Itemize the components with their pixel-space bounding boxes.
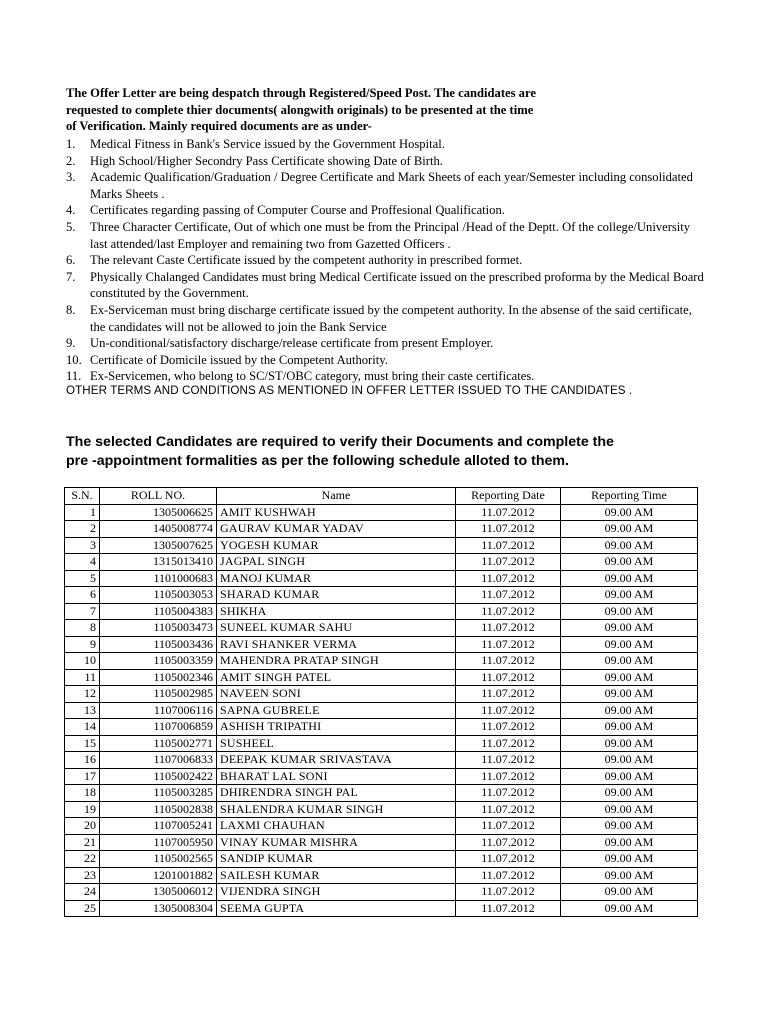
header-reporting-date: Reporting Date	[456, 488, 561, 505]
cell-reporting-date: 11.07.2012	[456, 636, 561, 653]
cell-reporting-date: 11.07.2012	[456, 686, 561, 703]
cell-reporting-time: 09.00 AM	[561, 554, 698, 571]
table-row	[65, 686, 698, 703]
cell-name: AMIT KUSHWAH	[217, 504, 456, 521]
cell-sn: 22	[65, 851, 100, 868]
cell-reporting-time: 09.00 AM	[561, 719, 698, 736]
intro-line: The Offer Letter are being despatch through Registered/Speed Post. The candidates are	[66, 86, 536, 100]
cell-sn: 19	[65, 801, 100, 818]
document-number: 5.	[66, 219, 76, 234]
cell-reporting-date: 11.07.2012	[456, 669, 561, 686]
cell-sn: 17	[65, 768, 100, 785]
document-item	[66, 219, 706, 252]
document-number: 6.	[66, 253, 76, 268]
document-text: Un-conditional/satisfactory discharge/release certificate from present Employer.	[90, 336, 494, 351]
table-row	[65, 752, 698, 769]
document-text: Academic Qualification/Graduation / Degree Certificate and Mark Sheets of each year/Semester including consolidated Marks Sheets .	[90, 170, 693, 201]
cell-name: ASHISH TRIPATHI	[217, 719, 456, 736]
cell-sn: 8	[65, 620, 100, 637]
cell-roll-no: 1105003436	[100, 636, 217, 653]
cell-reporting-time: 09.00 AM	[561, 587, 698, 604]
cell-name: VIJENDRA SINGH	[217, 884, 456, 901]
cell-reporting-date: 11.07.2012	[456, 867, 561, 884]
document-number: 11.	[66, 369, 82, 384]
header-roll-no: ROLL NO.	[100, 488, 217, 505]
cell-reporting-time: 09.00 AM	[561, 504, 698, 521]
cell-reporting-date: 11.07.2012	[456, 570, 561, 587]
header-name: Name	[217, 488, 456, 505]
cell-roll-no: 1107006833	[100, 752, 217, 769]
table-row	[65, 653, 698, 670]
cell-roll-no: 1105002838	[100, 801, 217, 818]
cell-name: JAGPAL SINGH	[217, 554, 456, 571]
cell-name: BHARAT LAL SONI	[217, 768, 456, 785]
cell-reporting-date: 11.07.2012	[456, 785, 561, 802]
cell-reporting-date: 11.07.2012	[456, 537, 561, 554]
cell-sn: 12	[65, 686, 100, 703]
cell-sn: 24	[65, 884, 100, 901]
cell-roll-no: 1305008304	[100, 900, 217, 917]
cell-name: SUNEEL KUMAR SAHU	[217, 620, 456, 637]
cell-name: SAPNA GUBRELE	[217, 702, 456, 719]
cell-reporting-date: 11.07.2012	[456, 768, 561, 785]
cell-reporting-time: 09.00 AM	[561, 686, 698, 703]
schedule-table	[64, 487, 698, 917]
cell-reporting-time: 09.00 AM	[561, 752, 698, 769]
cell-roll-no: 1105003053	[100, 587, 217, 604]
cell-roll-no: 1305006012	[100, 884, 217, 901]
document-text: Ex-Serviceman must bring discharge certificate issued by the competent authority. In the absense of the said certificate, the candidates will not be allowed to join the Bank Service	[90, 302, 692, 334]
cell-reporting-time: 09.00 AM	[561, 636, 698, 653]
cell-sn: 15	[65, 735, 100, 752]
schedule-heading	[66, 433, 666, 471]
document-text: Physically Chalanged Candidates must bring Medical Certificate issued on the prescribed proforma by the Medical Board constituted by the Government.	[90, 269, 704, 301]
cell-reporting-date: 11.07.2012	[456, 521, 561, 538]
cell-roll-no: 1105002346	[100, 669, 217, 686]
cell-sn: 10	[65, 653, 100, 670]
cell-roll-no: 1405008774	[100, 521, 217, 538]
table-row	[65, 620, 698, 637]
cell-roll-no: 1107005950	[100, 834, 217, 851]
document-number: 10.	[66, 352, 82, 367]
cell-name: SHARAD KUMAR	[217, 587, 456, 604]
table-row	[65, 719, 698, 736]
cell-name: MANOJ KUMAR	[217, 570, 456, 587]
cell-reporting-time: 09.00 AM	[561, 834, 698, 851]
cell-reporting-date: 11.07.2012	[456, 735, 561, 752]
cell-roll-no: 1105002565	[100, 851, 217, 868]
document-number: 4.	[66, 203, 76, 218]
cell-name: NAVEEN SONI	[217, 686, 456, 703]
table-row	[65, 504, 698, 521]
cell-sn: 1	[65, 504, 100, 521]
document-number: 3.	[66, 170, 76, 185]
cell-reporting-time: 09.00 AM	[561, 818, 698, 835]
cell-sn: 18	[65, 785, 100, 802]
document-text: The relevant Caste Certificate issued by the competent authority in prescribed formet.	[90, 253, 523, 268]
intro-line: requested to complete thier documents( alongwith originals) to be presented at the time	[66, 102, 534, 117]
cell-sn: 16	[65, 752, 100, 769]
document-number: 9.	[66, 336, 76, 351]
cell-roll-no: 1105003473	[100, 620, 217, 637]
cell-name: AMIT SINGH PATEL	[217, 669, 456, 686]
table-row	[65, 851, 698, 868]
cell-sn: 20	[65, 818, 100, 835]
document-text: Medical Fitness in Bank's Service issued by the Government Hospital.	[90, 137, 445, 151]
cell-sn: 5	[65, 570, 100, 587]
cell-name: SANDIP KUMAR	[217, 851, 456, 868]
cell-sn: 25	[65, 900, 100, 917]
cell-reporting-time: 09.00 AM	[561, 521, 698, 538]
cell-reporting-date: 11.07.2012	[456, 851, 561, 868]
document-item	[66, 136, 706, 153]
cell-reporting-date: 11.07.2012	[456, 603, 561, 620]
cell-reporting-date: 11.07.2012	[456, 900, 561, 917]
cell-reporting-time: 09.00 AM	[561, 537, 698, 554]
cell-sn: 21	[65, 834, 100, 851]
table-row	[65, 570, 698, 587]
cell-roll-no: 1107005241	[100, 818, 217, 835]
cell-roll-no: 1105002771	[100, 735, 217, 752]
table-row	[65, 735, 698, 752]
schedule-heading-line: The selected Candidates are required to verify their Documents and complete the	[66, 434, 614, 450]
cell-sn: 14	[65, 719, 100, 736]
terms-note: OTHER TERMS AND CONDITIONS AS MENTIONED IN OFFER LETTER ISSUED TO THE CANDIDATES .	[66, 384, 633, 397]
document-text: Certificate of Domicile issued by the Competent Authority.	[90, 352, 388, 367]
cell-roll-no: 1105003359	[100, 653, 217, 670]
table-row	[65, 785, 698, 802]
table-row	[65, 603, 698, 620]
cell-reporting-date: 11.07.2012	[456, 587, 561, 604]
document-text: High School/Higher Secondry Pass Certificate showing Date of Birth.	[90, 153, 443, 168]
cell-reporting-time: 09.00 AM	[561, 884, 698, 901]
cell-reporting-time: 09.00 AM	[561, 603, 698, 620]
document-text: Ex-Servicemen, who belong to SC/ST/OBC category, must bring their caste certificates.	[90, 369, 535, 384]
document-item	[66, 169, 706, 202]
document-item	[66, 202, 706, 219]
cell-name: SAILESH KUMAR	[217, 867, 456, 884]
document-text: Three Character Certificate, Out of which one must be from the Principal /Head of the Deptt. Of the college/University last attended/last Employer and remaining two from Gazetted Officers .	[90, 219, 691, 251]
header-reporting-time: Reporting Time	[561, 488, 698, 505]
table-row	[65, 867, 698, 884]
cell-reporting-time: 09.00 AM	[561, 653, 698, 670]
cell-name: YOGESH KUMAR	[217, 537, 456, 554]
document-item	[66, 352, 706, 369]
cell-sn: 3	[65, 537, 100, 554]
cell-reporting-date: 11.07.2012	[456, 818, 561, 835]
cell-sn: 2	[65, 521, 100, 538]
cell-reporting-date: 11.07.2012	[456, 752, 561, 769]
cell-sn: 23	[65, 867, 100, 884]
cell-reporting-time: 09.00 AM	[561, 735, 698, 752]
cell-reporting-date: 11.07.2012	[456, 504, 561, 521]
cell-name: VINAY KUMAR MISHRA	[217, 834, 456, 851]
cell-roll-no: 1305007625	[100, 537, 217, 554]
cell-reporting-time: 09.00 AM	[561, 801, 698, 818]
document-number: 8.	[66, 302, 76, 317]
cell-reporting-time: 09.00 AM	[561, 702, 698, 719]
cell-roll-no: 1107006859	[100, 719, 217, 736]
table-row	[65, 884, 698, 901]
cell-sn: 4	[65, 554, 100, 571]
table-row	[65, 801, 698, 818]
cell-roll-no: 1305006625	[100, 504, 217, 521]
cell-reporting-date: 11.07.2012	[456, 801, 561, 818]
cell-name: RAVI SHANKER VERMA	[217, 636, 456, 653]
cell-reporting-date: 11.07.2012	[456, 719, 561, 736]
cell-roll-no: 1105003285	[100, 785, 217, 802]
cell-name: DHIRENDRA SINGH PAL	[217, 785, 456, 802]
document-item	[66, 335, 706, 352]
cell-name: GAURAV KUMAR YADAV	[217, 521, 456, 538]
document-number: 2.	[66, 153, 76, 168]
table-row	[65, 554, 698, 571]
cell-roll-no: 1315013410	[100, 554, 217, 571]
cell-name: SHALENDRA KUMAR SINGH	[217, 801, 456, 818]
document-number: 1.	[66, 137, 76, 151]
cell-reporting-time: 09.00 AM	[561, 785, 698, 802]
required-documents-list	[66, 136, 706, 385]
document-item	[66, 153, 706, 170]
table-row	[65, 521, 698, 538]
table-row	[65, 669, 698, 686]
intro-paragraph	[66, 85, 686, 135]
document-item	[66, 252, 706, 269]
table-row	[65, 702, 698, 719]
cell-reporting-date: 11.07.2012	[456, 620, 561, 637]
cell-reporting-date: 11.07.2012	[456, 702, 561, 719]
cell-roll-no: 1105002985	[100, 686, 217, 703]
cell-reporting-time: 09.00 AM	[561, 768, 698, 785]
cell-roll-no: 1105004383	[100, 603, 217, 620]
cell-name: MAHENDRA PRATAP SINGH	[217, 653, 456, 670]
cell-name: DEEPAK KUMAR SRIVASTAVA	[217, 752, 456, 769]
cell-name: SUSHEEL	[217, 735, 456, 752]
intro-line: of Verification. Mainly required documents are as under-	[66, 119, 372, 134]
table-row	[65, 636, 698, 653]
table-row	[65, 900, 698, 917]
cell-reporting-time: 09.00 AM	[561, 851, 698, 868]
cell-roll-no: 1105002422	[100, 768, 217, 785]
cell-name: SHIKHA	[217, 603, 456, 620]
cell-sn: 13	[65, 702, 100, 719]
document-item	[66, 269, 706, 302]
cell-sn: 11	[65, 669, 100, 686]
document-text: Certificates regarding passing of Computer Course and Proffesional Qualification.	[90, 203, 505, 218]
cell-sn: 6	[65, 587, 100, 604]
cell-sn: 9	[65, 636, 100, 653]
cell-reporting-time: 09.00 AM	[561, 669, 698, 686]
header-sn: S.N.	[65, 488, 100, 505]
schedule-heading-line: pre -appointment formalities as per the following schedule alloted to them.	[66, 453, 569, 469]
cell-reporting-time: 09.00 AM	[561, 620, 698, 637]
table-row	[65, 587, 698, 604]
table-row	[65, 818, 698, 835]
table-row	[65, 537, 698, 554]
cell-sn: 7	[65, 603, 100, 620]
table-header-row	[65, 488, 698, 505]
cell-roll-no: 1107006116	[100, 702, 217, 719]
cell-reporting-time: 09.00 AM	[561, 867, 698, 884]
cell-reporting-date: 11.07.2012	[456, 554, 561, 571]
table-row	[65, 768, 698, 785]
cell-reporting-date: 11.07.2012	[456, 834, 561, 851]
cell-name: SEEMA GUPTA	[217, 900, 456, 917]
cell-reporting-date: 11.07.2012	[456, 884, 561, 901]
cell-reporting-time: 09.00 AM	[561, 900, 698, 917]
document-item	[66, 302, 706, 335]
table-row	[65, 834, 698, 851]
cell-roll-no: 1201001882	[100, 867, 217, 884]
document-number: 7.	[66, 269, 76, 284]
cell-name: LAXMI CHAUHAN	[217, 818, 456, 835]
cell-reporting-time: 09.00 AM	[561, 570, 698, 587]
cell-roll-no: 1101000683	[100, 570, 217, 587]
cell-reporting-date: 11.07.2012	[456, 653, 561, 670]
